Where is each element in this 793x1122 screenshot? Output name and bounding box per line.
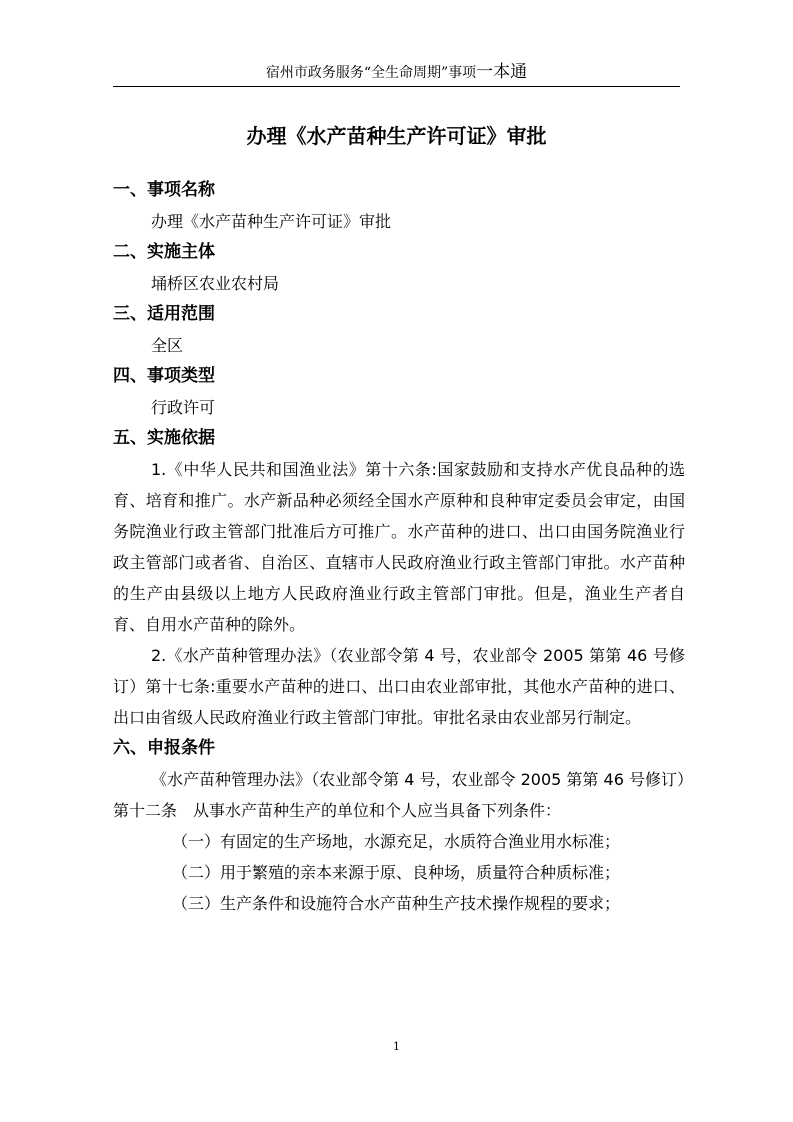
running-header-title: 宿州市政务服务“全生命周期”事项 <box>265 65 477 81</box>
application-conditions-intro: 《水产苗种管理办法》（农业部令第 4 号，农业部令 2005 第第 46 号修订）第十二条 从事水产苗种生产的单位和个人应当具备下列条件： <box>113 770 685 820</box>
document-body <box>113 175 685 919</box>
document-title: 办理《水产苗种生产许可证》审批 <box>246 124 547 148</box>
legal-basis-paragraph-2: 2.《水产苗种管理办法》（农业部令第 4 号，农业部令 2005 第第 46 号修订）第十七条:重要水产苗种的进口、出口由农业部审批，其他水产苗种的进口、出口由省级人民政府渔业行政主管部门审批。审批名录由农业部另行制定。 <box>113 646 685 727</box>
section-content-implementing-body: 埇桥区农业农村局 <box>151 274 280 293</box>
section-heading-implementing-body: 二、实施主体 <box>113 242 215 262</box>
application-condition-item-2: （二）用于繁殖的亲本来源于原、良种场，质量符合种质标准； <box>172 863 621 882</box>
section-content-item-type: 行政许可 <box>151 398 216 417</box>
application-condition-item-1: （一）有固定的生产场地，水源充足，水质符合渔业用水标准； <box>172 832 621 851</box>
running-header <box>0 62 793 83</box>
section-content-item-name: 办理《水产苗种生产许可证》审批 <box>151 212 392 231</box>
application-condition-item-3: （三）生产条件和设施符合水产苗种生产技术操作规程的要求； <box>172 894 621 913</box>
header-rule <box>113 86 680 87</box>
section-heading-scope: 三、适用范围 <box>113 304 215 324</box>
section-heading-item-type: 四、事项类型 <box>113 366 215 386</box>
section-content-scope: 全区 <box>151 336 184 355</box>
legal-basis-paragraph-1: 1.《中华人民共和国渔业法》第十六条:国家鼓励和支持水产优良品种的选育、培育和推广。水产新品种必须经全国水产原种和良种审定委员会审定，由国务院渔业行政主管部门批准后方可推广。水产苗种的进口、出口由国务院渔业行政主管部门或者省、自治区、直辖市人民政府渔业行政主管部门审批。水产苗种的生产由县级以上地方人民政府渔业行政主管部门审批。但是，渔业生产者自育、自用水产苗种的除外。 <box>113 460 685 634</box>
running-header-suffix: 一本通 <box>476 62 528 82</box>
section-heading-item-name: 一、事项名称 <box>113 180 215 200</box>
section-heading-legal-basis: 五、实施依据 <box>113 428 215 448</box>
page-number: 1 <box>393 1040 400 1053</box>
section-heading-application-conditions: 六、申报条件 <box>113 738 215 758</box>
